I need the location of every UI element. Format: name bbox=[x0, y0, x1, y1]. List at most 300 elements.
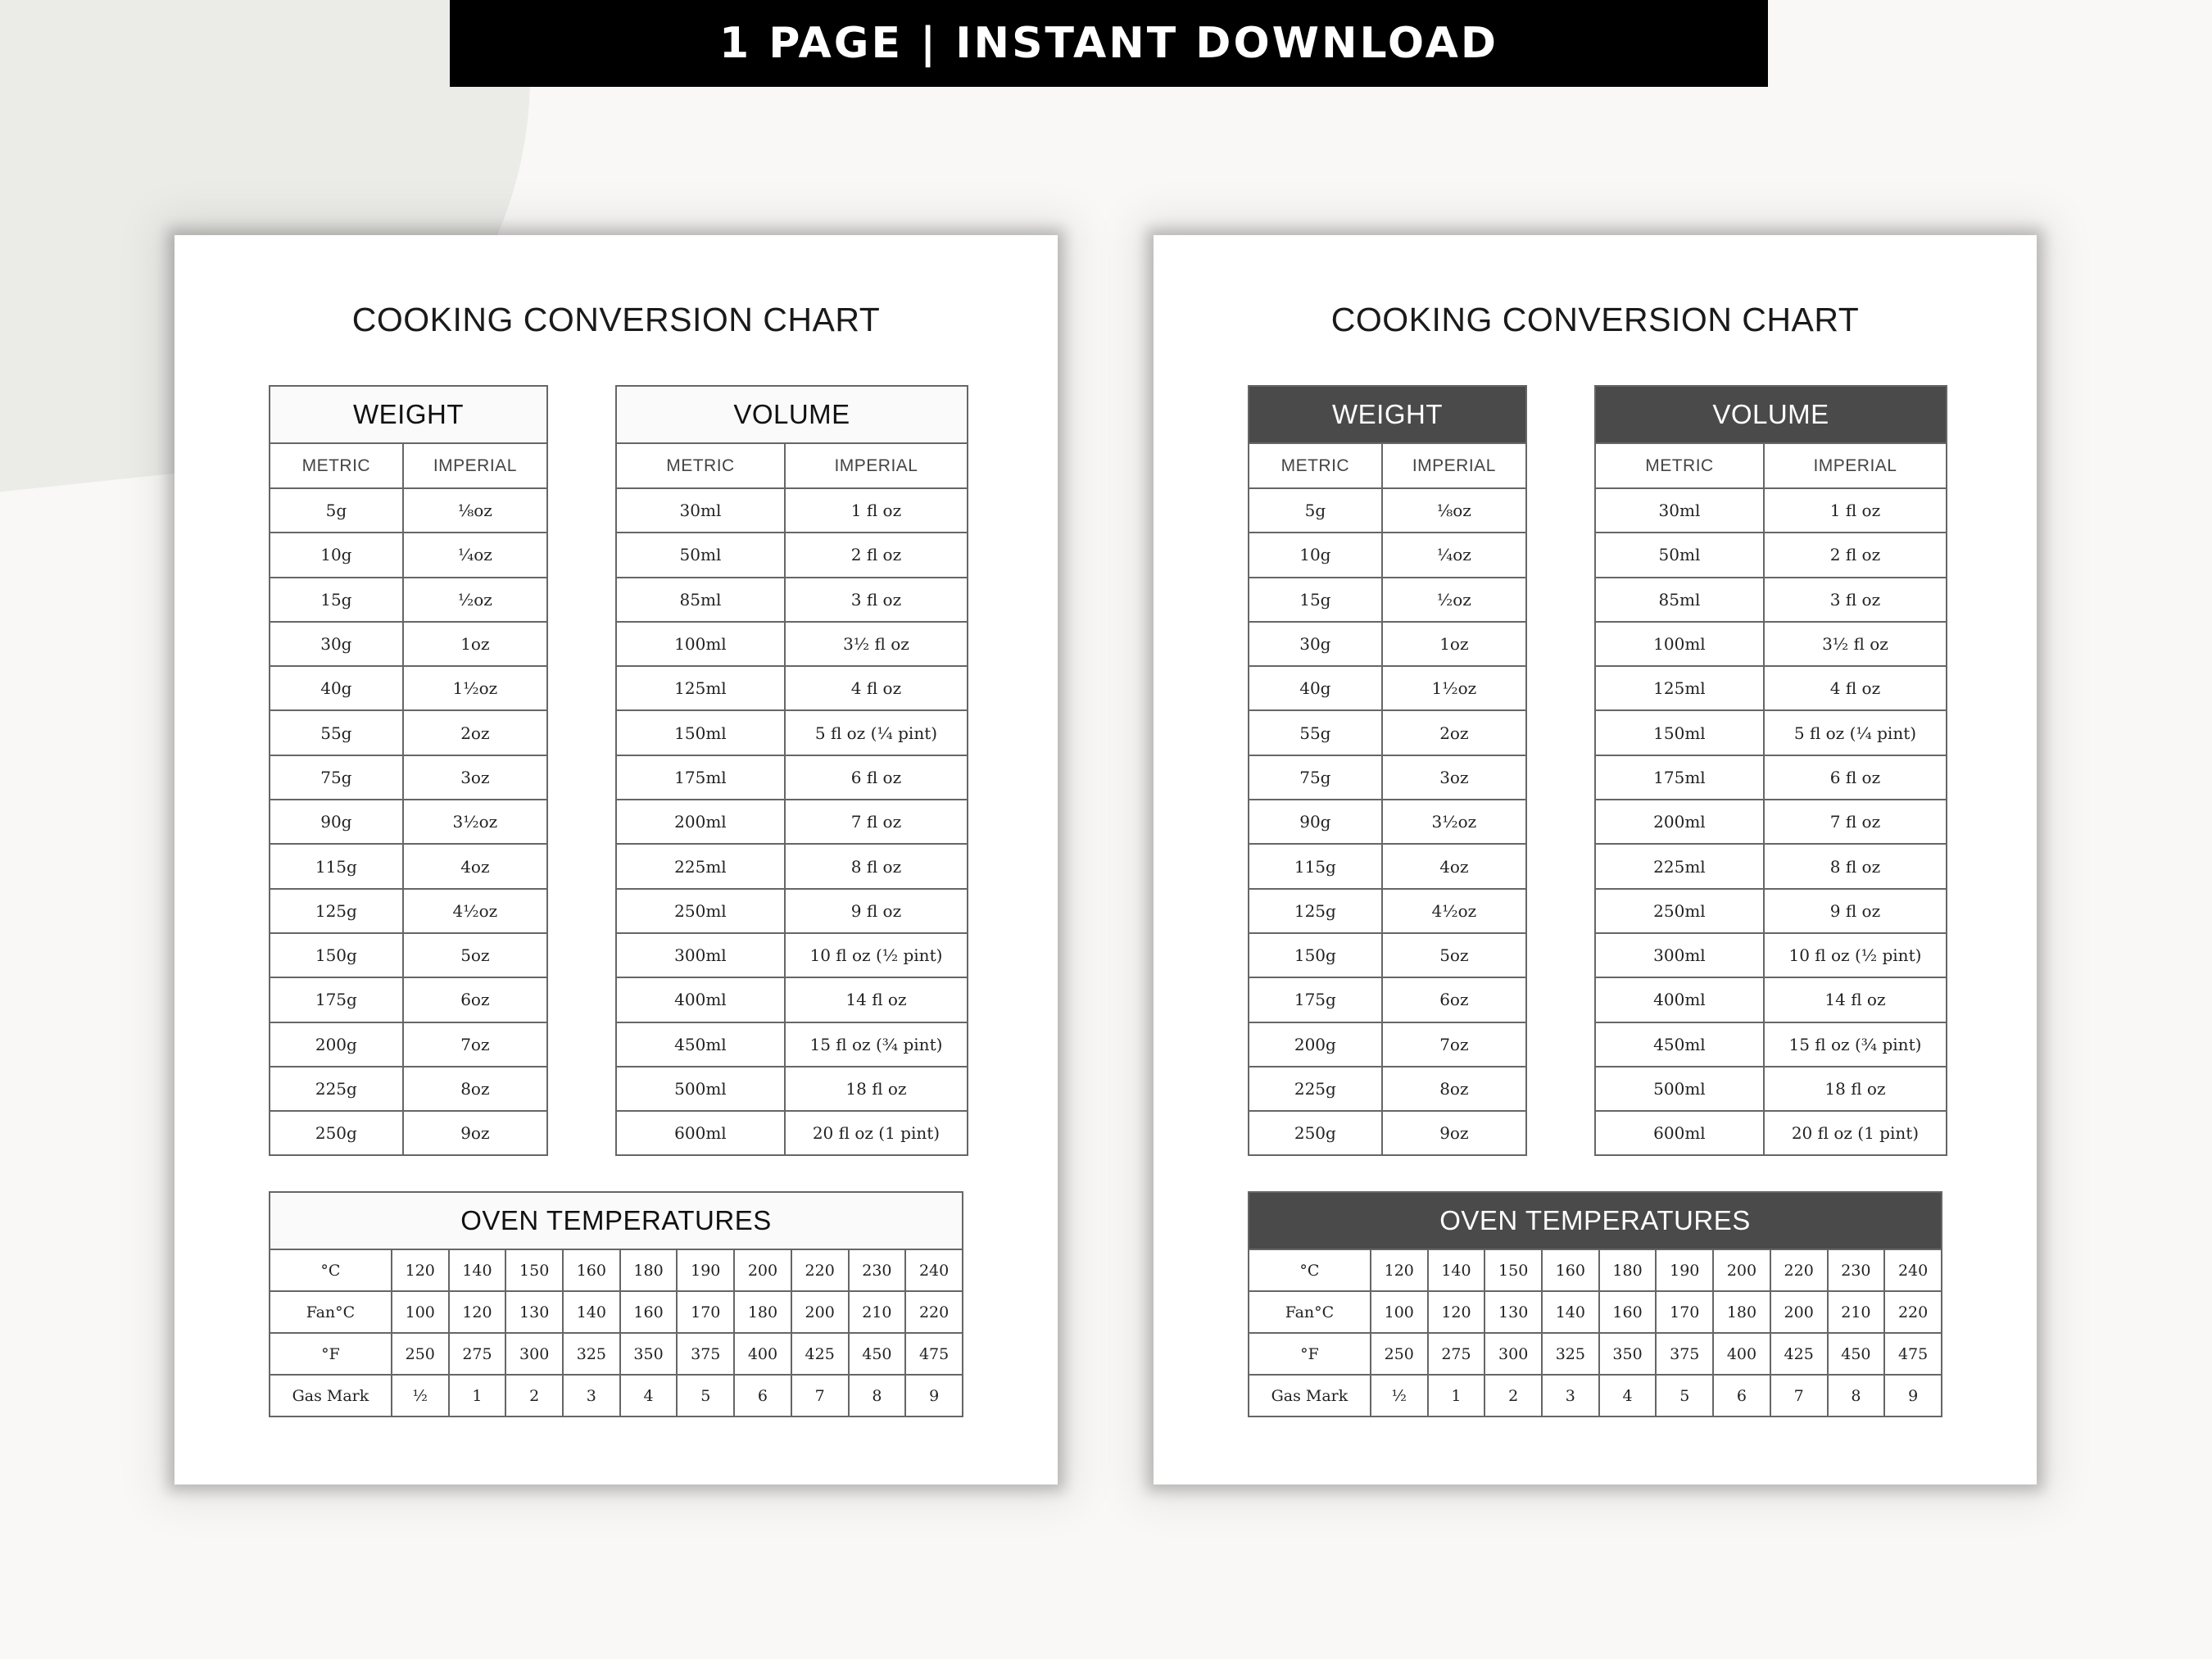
imperial-cell: 8oz bbox=[403, 1067, 547, 1111]
table-row bbox=[270, 755, 547, 800]
weight-table-title: WEIGHT bbox=[1249, 386, 1526, 443]
oven-value-cell: 180 bbox=[620, 1249, 678, 1291]
oven-row-label: Gas Mark bbox=[1249, 1375, 1371, 1416]
table-row bbox=[270, 1375, 963, 1416]
table-row bbox=[270, 800, 547, 844]
oven-value-cell: 150 bbox=[505, 1249, 563, 1291]
oven-value-cell: 190 bbox=[1656, 1249, 1713, 1291]
metric-cell: 30ml bbox=[1595, 488, 1764, 533]
oven-value-cell: 100 bbox=[1371, 1291, 1428, 1333]
volume-col-metric: METRIC bbox=[1595, 443, 1764, 488]
oven-rows bbox=[1249, 1249, 1942, 1416]
metric-cell: 125g bbox=[270, 889, 403, 933]
oven-value-cell: 7 bbox=[1770, 1375, 1828, 1416]
imperial-cell: 7oz bbox=[1382, 1022, 1526, 1067]
metric-cell: 85ml bbox=[1595, 578, 1764, 622]
table-row bbox=[1249, 1067, 1526, 1111]
table-row bbox=[1249, 1249, 1942, 1291]
metric-cell: 125ml bbox=[1595, 666, 1764, 710]
oven-value-cell: 375 bbox=[1656, 1333, 1713, 1375]
imperial-cell: 9oz bbox=[403, 1111, 547, 1155]
chart-page-dark bbox=[1154, 235, 2037, 1484]
oven-value-cell: 475 bbox=[1884, 1333, 1942, 1375]
oven-temperatures-table bbox=[1248, 1191, 1942, 1417]
metric-cell: 85ml bbox=[616, 578, 785, 622]
weight-rows bbox=[1249, 488, 1526, 1155]
metric-cell: 55g bbox=[270, 710, 403, 755]
table-row bbox=[270, 889, 547, 933]
oven-value-cell: 200 bbox=[1713, 1249, 1770, 1291]
imperial-cell: 9 fl oz bbox=[1764, 889, 1947, 933]
imperial-cell: 3oz bbox=[403, 755, 547, 800]
table-row bbox=[616, 533, 968, 577]
table-row bbox=[270, 933, 547, 977]
table-row bbox=[1249, 710, 1526, 755]
oven-value-cell: 120 bbox=[1371, 1249, 1428, 1291]
table-row bbox=[1595, 533, 1947, 577]
oven-rows bbox=[270, 1249, 963, 1416]
oven-value-cell: 170 bbox=[677, 1291, 734, 1333]
oven-value-cell: 190 bbox=[677, 1249, 734, 1291]
oven-value-cell: 230 bbox=[849, 1249, 906, 1291]
oven-value-cell: 400 bbox=[1713, 1333, 1770, 1375]
metric-cell: 75g bbox=[1249, 755, 1382, 800]
weight-col-imperial: IMPERIAL bbox=[403, 443, 547, 488]
oven-row-label: °F bbox=[270, 1333, 392, 1375]
imperial-cell: 6 fl oz bbox=[785, 755, 968, 800]
oven-value-cell: 200 bbox=[734, 1249, 791, 1291]
page-title: COOKING CONVERSION CHART bbox=[1330, 301, 1860, 338]
imperial-cell: 5 fl oz (¼ pint) bbox=[785, 710, 968, 755]
oven-value-cell: 4 bbox=[620, 1375, 678, 1416]
metric-cell: 250g bbox=[1249, 1111, 1382, 1155]
metric-cell: 500ml bbox=[616, 1067, 785, 1111]
imperial-cell: 4oz bbox=[403, 844, 547, 888]
metric-cell: 40g bbox=[1249, 666, 1382, 710]
table-row bbox=[616, 800, 968, 844]
volume-col-imperial: IMPERIAL bbox=[785, 443, 968, 488]
imperial-cell: 7oz bbox=[403, 1022, 547, 1067]
oven-value-cell: 2 bbox=[505, 1375, 563, 1416]
volume-rows bbox=[1595, 488, 1947, 1155]
metric-cell: 200ml bbox=[616, 800, 785, 844]
table-row bbox=[270, 977, 547, 1022]
imperial-cell: 1oz bbox=[1382, 622, 1526, 666]
oven-value-cell: 375 bbox=[677, 1333, 734, 1375]
imperial-cell: 9oz bbox=[1382, 1111, 1526, 1155]
imperial-cell: 4½oz bbox=[1382, 889, 1526, 933]
imperial-cell: 1oz bbox=[403, 622, 547, 666]
oven-value-cell: 180 bbox=[1713, 1291, 1770, 1333]
imperial-cell: 9 fl oz bbox=[785, 889, 968, 933]
oven-value-cell: 230 bbox=[1828, 1249, 1885, 1291]
metric-cell: 200ml bbox=[1595, 800, 1764, 844]
oven-value-cell: 7 bbox=[791, 1375, 849, 1416]
imperial-cell: 8 fl oz bbox=[1764, 844, 1947, 888]
table-row bbox=[616, 1111, 968, 1155]
table-row bbox=[1249, 1375, 1942, 1416]
table-row bbox=[270, 622, 547, 666]
oven-value-cell: 220 bbox=[1884, 1291, 1942, 1333]
imperial-cell: 7 fl oz bbox=[785, 800, 968, 844]
metric-cell: 50ml bbox=[1595, 533, 1764, 577]
table-row bbox=[1595, 977, 1947, 1022]
table-row bbox=[1595, 844, 1947, 888]
metric-cell: 250ml bbox=[616, 889, 785, 933]
weight-table-title: WEIGHT bbox=[270, 386, 547, 443]
imperial-cell: 5oz bbox=[403, 933, 547, 977]
oven-value-cell: 475 bbox=[905, 1333, 963, 1375]
oven-value-cell: 140 bbox=[563, 1291, 620, 1333]
metric-cell: 30ml bbox=[616, 488, 785, 533]
table-row bbox=[616, 578, 968, 622]
oven-temperatures-table bbox=[269, 1191, 963, 1417]
table-row bbox=[270, 578, 547, 622]
table-row bbox=[1249, 977, 1526, 1022]
oven-value-cell: 6 bbox=[1713, 1375, 1770, 1416]
table-row bbox=[1249, 1111, 1526, 1155]
imperial-cell: 4 fl oz bbox=[1764, 666, 1947, 710]
table-row bbox=[1249, 1333, 1942, 1375]
oven-value-cell: 9 bbox=[1884, 1375, 1942, 1416]
imperial-cell: 2 fl oz bbox=[785, 533, 968, 577]
metric-cell: 250ml bbox=[1595, 889, 1764, 933]
table-row bbox=[270, 1111, 547, 1155]
oven-value-cell: 450 bbox=[1828, 1333, 1885, 1375]
imperial-cell: ½oz bbox=[1382, 578, 1526, 622]
page-title: COOKING CONVERSION CHART bbox=[351, 301, 881, 338]
table-row bbox=[616, 1067, 968, 1111]
volume-table-title: VOLUME bbox=[1595, 386, 1947, 443]
imperial-cell: 3oz bbox=[1382, 755, 1526, 800]
table-row bbox=[1595, 1067, 1947, 1111]
table-row bbox=[616, 933, 968, 977]
table-row bbox=[616, 977, 968, 1022]
oven-value-cell: 9 bbox=[905, 1375, 963, 1416]
chart-page-light bbox=[175, 235, 1058, 1484]
table-row bbox=[1249, 844, 1526, 888]
oven-value-cell: 450 bbox=[849, 1333, 906, 1375]
oven-value-cell: 8 bbox=[1828, 1375, 1885, 1416]
table-row bbox=[1249, 933, 1526, 977]
metric-cell: 300ml bbox=[1595, 933, 1764, 977]
oven-value-cell: 6 bbox=[734, 1375, 791, 1416]
imperial-cell: 8oz bbox=[1382, 1067, 1526, 1111]
metric-cell: 55g bbox=[1249, 710, 1382, 755]
imperial-cell: 3½ fl oz bbox=[785, 622, 968, 666]
metric-cell: 15g bbox=[1249, 578, 1382, 622]
metric-cell: 100ml bbox=[616, 622, 785, 666]
oven-row-label: °C bbox=[1249, 1249, 1371, 1291]
imperial-cell: 18 fl oz bbox=[1764, 1067, 1947, 1111]
oven-row-label: Fan°C bbox=[270, 1291, 392, 1333]
metric-cell: 600ml bbox=[1595, 1111, 1764, 1155]
weight-col-metric: METRIC bbox=[1249, 443, 1382, 488]
table-row bbox=[616, 1022, 968, 1067]
imperial-cell: ⅛oz bbox=[403, 488, 547, 533]
oven-value-cell: 200 bbox=[791, 1291, 849, 1333]
oven-value-cell: 150 bbox=[1484, 1249, 1542, 1291]
imperial-cell: 10 fl oz (½ pint) bbox=[785, 933, 968, 977]
table-row bbox=[270, 488, 547, 533]
imperial-cell: 1 fl oz bbox=[1764, 488, 1947, 533]
table-row bbox=[1595, 710, 1947, 755]
oven-value-cell: 400 bbox=[734, 1333, 791, 1375]
volume-table-title: VOLUME bbox=[616, 386, 968, 443]
table-row bbox=[1595, 578, 1947, 622]
table-row bbox=[1249, 622, 1526, 666]
table-row bbox=[616, 488, 968, 533]
oven-value-cell: 300 bbox=[505, 1333, 563, 1375]
oven-value-cell: 120 bbox=[449, 1291, 506, 1333]
imperial-cell: 3½oz bbox=[403, 800, 547, 844]
table-row bbox=[270, 844, 547, 888]
table-row bbox=[1249, 800, 1526, 844]
volume-rows bbox=[616, 488, 968, 1155]
oven-value-cell: 160 bbox=[1542, 1249, 1599, 1291]
metric-cell: 10g bbox=[1249, 533, 1382, 577]
oven-value-cell: 220 bbox=[905, 1291, 963, 1333]
table-row bbox=[1595, 889, 1947, 933]
metric-cell: 30g bbox=[1249, 622, 1382, 666]
metric-cell: 400ml bbox=[616, 977, 785, 1022]
oven-value-cell: 8 bbox=[849, 1375, 906, 1416]
metric-cell: 150ml bbox=[616, 710, 785, 755]
metric-cell: 225g bbox=[270, 1067, 403, 1111]
table-row bbox=[270, 1333, 963, 1375]
oven-value-cell: 130 bbox=[1484, 1291, 1542, 1333]
table-row bbox=[616, 844, 968, 888]
metric-cell: 175g bbox=[270, 977, 403, 1022]
oven-value-cell: 5 bbox=[677, 1375, 734, 1416]
table-row bbox=[1249, 666, 1526, 710]
oven-value-cell: 425 bbox=[791, 1333, 849, 1375]
imperial-cell: 6oz bbox=[1382, 977, 1526, 1022]
weight-table bbox=[269, 385, 548, 1156]
metric-cell: 10g bbox=[270, 533, 403, 577]
oven-value-cell: 200 bbox=[1770, 1291, 1828, 1333]
oven-value-cell: 180 bbox=[734, 1291, 791, 1333]
oven-value-cell: 120 bbox=[1428, 1291, 1485, 1333]
imperial-cell: ¼oz bbox=[403, 533, 547, 577]
metric-cell: 100ml bbox=[1595, 622, 1764, 666]
oven-value-cell: 220 bbox=[791, 1249, 849, 1291]
table-row bbox=[270, 710, 547, 755]
table-row bbox=[1595, 666, 1947, 710]
imperial-cell: 6 fl oz bbox=[1764, 755, 1947, 800]
oven-value-cell: 160 bbox=[1599, 1291, 1657, 1333]
weight-col-metric: METRIC bbox=[270, 443, 403, 488]
imperial-cell: 4oz bbox=[1382, 844, 1526, 888]
imperial-cell: 4 fl oz bbox=[785, 666, 968, 710]
imperial-cell: 14 fl oz bbox=[1764, 977, 1947, 1022]
table-row bbox=[1595, 755, 1947, 800]
table-row bbox=[270, 1022, 547, 1067]
metric-cell: 450ml bbox=[616, 1022, 785, 1067]
oven-value-cell: 3 bbox=[1542, 1375, 1599, 1416]
oven-value-cell: 350 bbox=[620, 1333, 678, 1375]
table-row bbox=[1249, 889, 1526, 933]
oven-value-cell: 5 bbox=[1656, 1375, 1713, 1416]
oven-value-cell: 220 bbox=[1770, 1249, 1828, 1291]
imperial-cell: ½oz bbox=[403, 578, 547, 622]
metric-cell: 400ml bbox=[1595, 977, 1764, 1022]
metric-cell: 5g bbox=[270, 488, 403, 533]
oven-value-cell: 300 bbox=[1484, 1333, 1542, 1375]
table-row bbox=[616, 889, 968, 933]
metric-cell: 600ml bbox=[616, 1111, 785, 1155]
oven-table-title: OVEN TEMPERATURES bbox=[1249, 1192, 1942, 1249]
oven-value-cell: ½ bbox=[392, 1375, 449, 1416]
imperial-cell: 14 fl oz bbox=[785, 977, 968, 1022]
imperial-cell: 5oz bbox=[1382, 933, 1526, 977]
metric-cell: 450ml bbox=[1595, 1022, 1764, 1067]
oven-value-cell: 1 bbox=[449, 1375, 506, 1416]
metric-cell: 225ml bbox=[1595, 844, 1764, 888]
metric-cell: 300ml bbox=[616, 933, 785, 977]
table-row bbox=[1249, 578, 1526, 622]
metric-cell: 5g bbox=[1249, 488, 1382, 533]
metric-cell: 175ml bbox=[1595, 755, 1764, 800]
imperial-cell: 10 fl oz (½ pint) bbox=[1764, 933, 1947, 977]
table-row bbox=[1595, 1111, 1947, 1155]
imperial-cell: 2oz bbox=[403, 710, 547, 755]
oven-row-label: Gas Mark bbox=[270, 1375, 392, 1416]
imperial-cell: 2 fl oz bbox=[1764, 533, 1947, 577]
metric-cell: 200g bbox=[1249, 1022, 1382, 1067]
metric-cell: 150g bbox=[270, 933, 403, 977]
metric-cell: 125g bbox=[1249, 889, 1382, 933]
table-row bbox=[270, 533, 547, 577]
oven-value-cell: 140 bbox=[1542, 1291, 1599, 1333]
metric-cell: 125ml bbox=[616, 666, 785, 710]
table-row bbox=[1595, 933, 1947, 977]
table-row bbox=[270, 1067, 547, 1111]
oven-value-cell: 2 bbox=[1484, 1375, 1542, 1416]
weight-col-imperial: IMPERIAL bbox=[1382, 443, 1526, 488]
instant-download-banner: 1 PAGE | INSTANT DOWNLOAD bbox=[450, 0, 1768, 87]
metric-cell: 90g bbox=[270, 800, 403, 844]
oven-row-label: °C bbox=[270, 1249, 392, 1291]
oven-value-cell: 100 bbox=[392, 1291, 449, 1333]
imperial-cell: 3½ fl oz bbox=[1764, 622, 1947, 666]
oven-value-cell: 325 bbox=[563, 1333, 620, 1375]
imperial-cell: 18 fl oz bbox=[785, 1067, 968, 1111]
oven-value-cell: 160 bbox=[563, 1249, 620, 1291]
metric-cell: 115g bbox=[270, 844, 403, 888]
table-row bbox=[1595, 622, 1947, 666]
oven-value-cell: 325 bbox=[1542, 1333, 1599, 1375]
imperial-cell: 20 fl oz (1 pint) bbox=[1764, 1111, 1947, 1155]
table-row bbox=[270, 1249, 963, 1291]
table-row bbox=[270, 666, 547, 710]
oven-value-cell: 275 bbox=[449, 1333, 506, 1375]
table-row bbox=[1249, 1022, 1526, 1067]
metric-cell: 150ml bbox=[1595, 710, 1764, 755]
oven-value-cell: 275 bbox=[1428, 1333, 1485, 1375]
imperial-cell: 1½oz bbox=[1382, 666, 1526, 710]
oven-table-title: OVEN TEMPERATURES bbox=[270, 1192, 963, 1249]
imperial-cell: 4½oz bbox=[403, 889, 547, 933]
oven-value-cell: 120 bbox=[392, 1249, 449, 1291]
imperial-cell: 6oz bbox=[403, 977, 547, 1022]
table-row bbox=[616, 710, 968, 755]
imperial-cell: 5 fl oz (¼ pint) bbox=[1764, 710, 1947, 755]
metric-cell: 30g bbox=[270, 622, 403, 666]
oven-value-cell: 4 bbox=[1599, 1375, 1657, 1416]
oven-value-cell: 3 bbox=[563, 1375, 620, 1416]
volume-col-imperial: IMPERIAL bbox=[1764, 443, 1947, 488]
imperial-cell: 15 fl oz (¾ pint) bbox=[1764, 1022, 1947, 1067]
oven-value-cell: 240 bbox=[905, 1249, 963, 1291]
table-row bbox=[1249, 533, 1526, 577]
volume-table bbox=[1594, 385, 1947, 1156]
imperial-cell: 20 fl oz (1 pint) bbox=[785, 1111, 968, 1155]
imperial-cell: 3 fl oz bbox=[785, 578, 968, 622]
imperial-cell: 8 fl oz bbox=[785, 844, 968, 888]
imperial-cell: 15 fl oz (¾ pint) bbox=[785, 1022, 968, 1067]
oven-value-cell: 140 bbox=[1428, 1249, 1485, 1291]
oven-value-cell: 210 bbox=[1828, 1291, 1885, 1333]
metric-cell: 175g bbox=[1249, 977, 1382, 1022]
imperial-cell: ⅛oz bbox=[1382, 488, 1526, 533]
metric-cell: 250g bbox=[270, 1111, 403, 1155]
oven-row-label: Fan°C bbox=[1249, 1291, 1371, 1333]
volume-col-metric: METRIC bbox=[616, 443, 785, 488]
imperial-cell: 3 fl oz bbox=[1764, 578, 1947, 622]
metric-cell: 500ml bbox=[1595, 1067, 1764, 1111]
oven-row-label: °F bbox=[1249, 1333, 1371, 1375]
metric-cell: 50ml bbox=[616, 533, 785, 577]
metric-cell: 175ml bbox=[616, 755, 785, 800]
oven-value-cell: 250 bbox=[392, 1333, 449, 1375]
table-row bbox=[1249, 755, 1526, 800]
metric-cell: 15g bbox=[270, 578, 403, 622]
table-row bbox=[1249, 488, 1526, 533]
imperial-cell: 1 fl oz bbox=[785, 488, 968, 533]
weight-table bbox=[1248, 385, 1527, 1156]
metric-cell: 75g bbox=[270, 755, 403, 800]
metric-cell: 115g bbox=[1249, 844, 1382, 888]
imperial-cell: 3½oz bbox=[1382, 800, 1526, 844]
metric-cell: 90g bbox=[1249, 800, 1382, 844]
imperial-cell: 1½oz bbox=[403, 666, 547, 710]
oven-value-cell: 170 bbox=[1656, 1291, 1713, 1333]
oven-value-cell: 180 bbox=[1599, 1249, 1657, 1291]
metric-cell: 150g bbox=[1249, 933, 1382, 977]
oven-value-cell: 210 bbox=[849, 1291, 906, 1333]
table-row bbox=[1595, 1022, 1947, 1067]
table-row bbox=[270, 1291, 963, 1333]
imperial-cell: 7 fl oz bbox=[1764, 800, 1947, 844]
oven-value-cell: 350 bbox=[1599, 1333, 1657, 1375]
metric-cell: 225g bbox=[1249, 1067, 1382, 1111]
oven-value-cell: 140 bbox=[449, 1249, 506, 1291]
oven-value-cell: 130 bbox=[505, 1291, 563, 1333]
imperial-cell: 2oz bbox=[1382, 710, 1526, 755]
oven-value-cell: 160 bbox=[620, 1291, 678, 1333]
weight-rows bbox=[270, 488, 547, 1155]
table-row bbox=[1595, 800, 1947, 844]
table-row bbox=[616, 755, 968, 800]
table-row bbox=[616, 622, 968, 666]
volume-table bbox=[615, 385, 968, 1156]
oven-value-cell: 1 bbox=[1428, 1375, 1485, 1416]
table-row bbox=[1595, 488, 1947, 533]
oven-value-cell: 250 bbox=[1371, 1333, 1428, 1375]
oven-value-cell: 240 bbox=[1884, 1249, 1942, 1291]
metric-cell: 200g bbox=[270, 1022, 403, 1067]
